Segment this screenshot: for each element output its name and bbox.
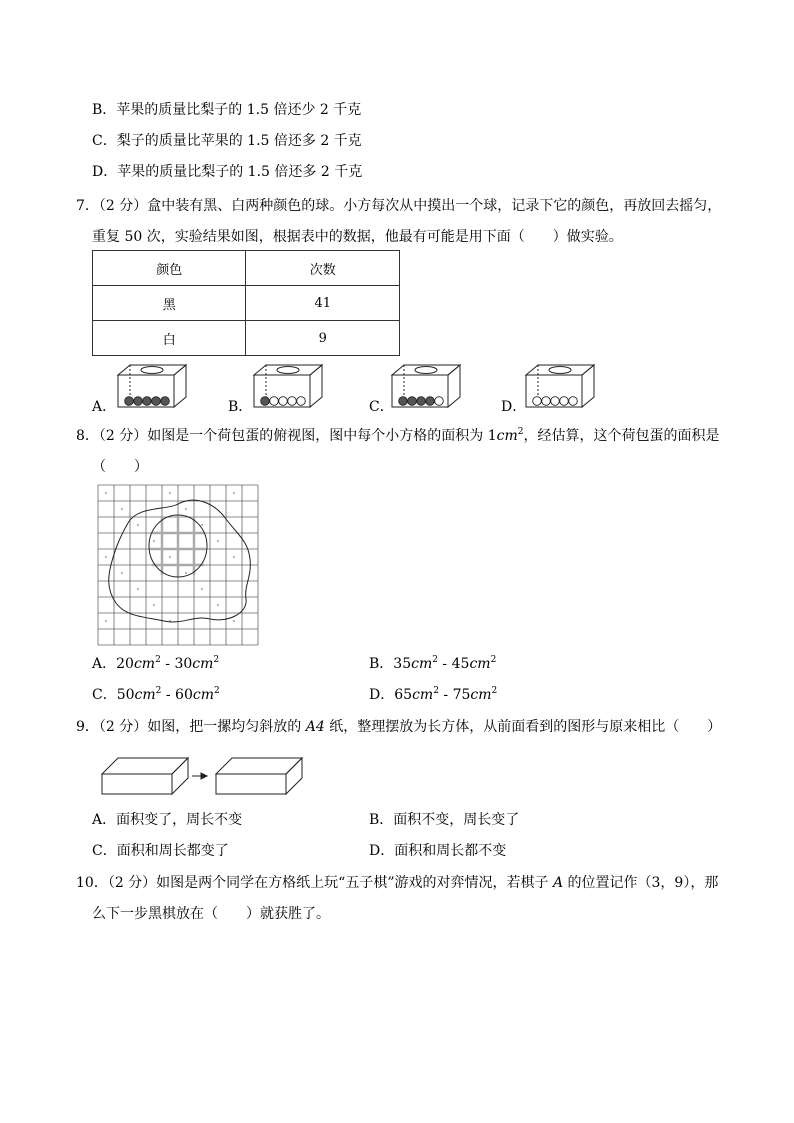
black-ball xyxy=(261,397,270,406)
black-ball xyxy=(143,397,152,406)
table-cell: 41 xyxy=(246,286,400,321)
q8-stem-line2: （ ） xyxy=(92,459,148,475)
white-ball xyxy=(569,397,578,406)
black-ball xyxy=(426,397,435,406)
q7-option-b-label: B． xyxy=(228,399,253,415)
white-ball xyxy=(560,397,569,406)
q9-option-d: D．面积和周长都不变 xyxy=(369,843,507,859)
q6-option-b: B．苹果的质量比梨子的 1.5 倍还少 2 千克 xyxy=(92,102,362,118)
q10-stem-line1: 10．（2 分）如图是两个同学在方格纸上玩“五子棋”游戏的对弈情况，若棋子 A 的位置记作（3，9），那 xyxy=(76,875,719,891)
black-ball xyxy=(134,397,143,406)
q7-option-c-label: C． xyxy=(369,399,394,415)
q8-stem-line1: 8．（2 分）如图是一个荷包蛋的俯视图，图中每个小方格的面积为 $1cm^2$，经估算，这个荷包蛋的面积是 xyxy=(76,427,720,444)
table-row xyxy=(93,251,400,286)
white-ball xyxy=(270,397,279,406)
white-ball xyxy=(288,397,297,406)
q7-option-d-label: D． xyxy=(501,399,527,415)
q9-stem: 9．（2 分）如图，把一摞均匀斜放的 A4 纸，整理摆放为长方体，从前面看到的图形与原来相比（ ） xyxy=(76,719,722,735)
q9-option-c: C．面积和周长都变了 xyxy=(92,843,229,859)
black-ball xyxy=(161,397,170,406)
white-ball xyxy=(533,397,542,406)
q8-option-a: A．$20cm^2 - 30cm^2$ xyxy=(92,655,220,672)
white-ball xyxy=(297,397,306,406)
table-header-count: 次数 xyxy=(246,251,400,286)
white-ball xyxy=(435,397,444,406)
paper-stack-figure xyxy=(92,748,312,798)
q9-option-b: B．面积不变，周长变了 xyxy=(369,812,520,828)
white-ball xyxy=(551,397,560,406)
q7-stem-line1: 7．（2 分）盒中装有黑、白两种颜色的球。小方每次从中摸出一个球，记录下它的颜色，再放回去摇匀， xyxy=(76,198,722,214)
q8-option-b: B．$35cm^2 - 45cm^2$ xyxy=(369,655,497,672)
fried-egg-grid-figure xyxy=(98,485,258,645)
q10-stem-line2: 么下一步黑棋放在（ ）就获胜了。 xyxy=(92,906,330,922)
black-ball xyxy=(125,397,134,406)
black-ball xyxy=(417,397,426,406)
black-ball xyxy=(399,397,408,406)
q7-stem-line2: 重复 50 次，实验结果如图，根据表中的数据，他最有可能是用下面（ ）做实验。 xyxy=(92,229,623,245)
q7-option-a-label: A． xyxy=(92,399,117,415)
ball-box-d xyxy=(524,361,596,411)
ball-box-b xyxy=(252,361,324,411)
table-cell: 9 xyxy=(246,321,400,356)
table-cell: 白 xyxy=(93,321,246,356)
table-row xyxy=(93,321,400,356)
black-ball xyxy=(152,397,161,406)
table-row xyxy=(93,286,400,321)
q6-option-d: D．苹果的质量比梨子的 1.5 倍还多 2 千克 xyxy=(92,164,363,180)
white-ball xyxy=(279,397,288,406)
ball-box-a xyxy=(116,361,188,411)
q7-results-table xyxy=(92,250,400,356)
table-header-color: 颜色 xyxy=(93,251,246,286)
q6-option-c: C．梨子的质量比苹果的 1.5 倍还多 2 千克 xyxy=(92,133,362,149)
q9-option-a: A．面积变了，周长不变 xyxy=(92,812,243,828)
table-cell: 黑 xyxy=(93,286,246,321)
ball-box-c xyxy=(390,361,462,411)
black-ball xyxy=(408,397,417,406)
q8-option-c: C．$50cm^2 - 60cm^2$ xyxy=(92,686,220,703)
white-ball xyxy=(542,397,551,406)
q8-option-d: D．$65cm^2 - 75cm^2$ xyxy=(369,686,498,703)
